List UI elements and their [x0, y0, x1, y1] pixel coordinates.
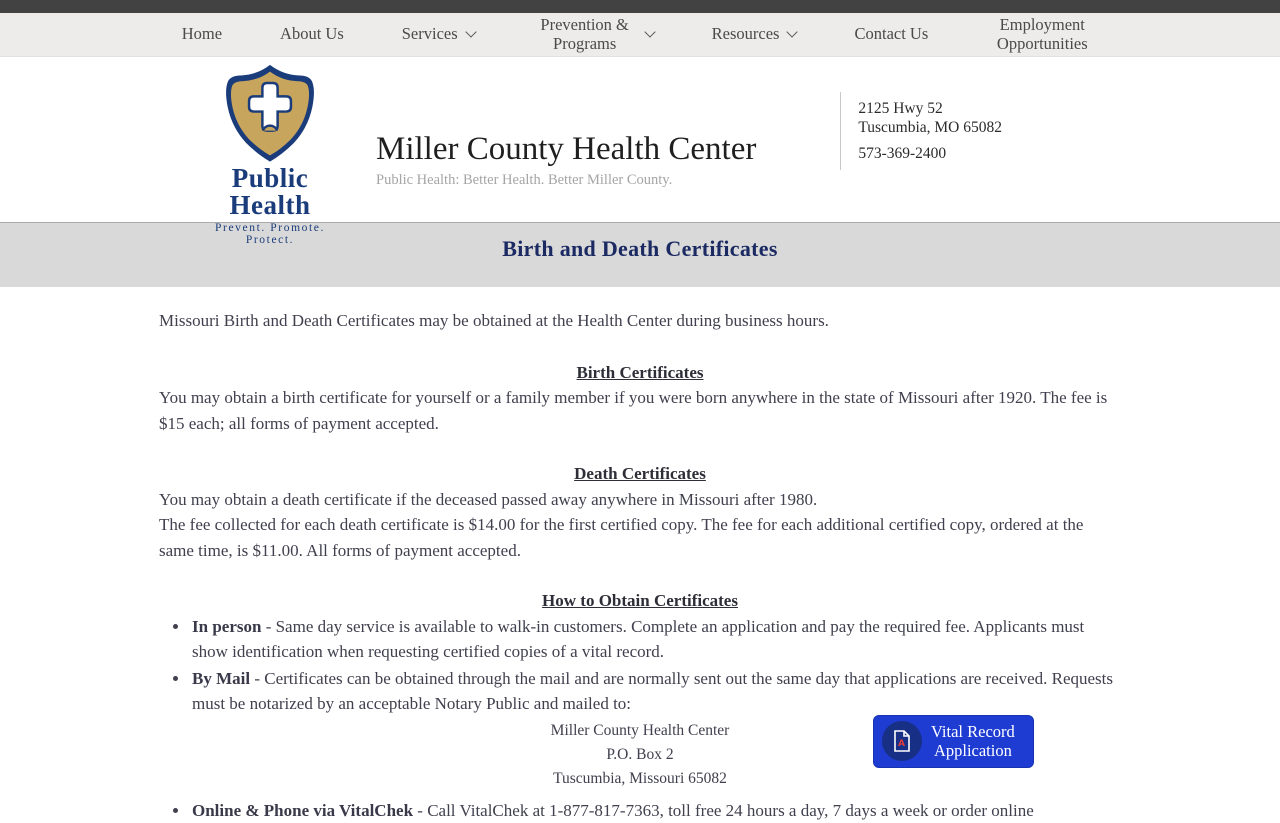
- nav-item-about-us[interactable]: [280, 25, 344, 43]
- nav-label: Prevention & Programs: [533, 16, 637, 52]
- header-contact-block: [840, 92, 1002, 170]
- top-accent-bar: [0, 0, 1280, 13]
- site-title-block: [376, 57, 756, 222]
- nav-label: Employment Opportunities: [986, 16, 1098, 52]
- how-to-obtain-heading: How to Obtain Certificates: [159, 588, 1121, 614]
- by-mail-text: - Certificates can be obtained through the mail and are normally sent out the same day that applications are received. Requests must be notarized by an acceptable Notary Public and mailed to:: [192, 669, 1113, 714]
- nav-item-resources[interactable]: [712, 25, 797, 43]
- vitalchek-text: - Call VitalChek at 1-877-817-7363, toll free 24 hours a day, 7 days a week or order online: [413, 801, 1034, 820]
- nav-item-employment-opportunities[interactable]: [986, 16, 1098, 52]
- chevron-down-icon: [465, 26, 476, 37]
- mailing-address-line: Tuscumbia, Missouri 65082: [159, 767, 1121, 791]
- phone-number: 573-369-2400: [858, 145, 1002, 164]
- list-item-online-phone: [190, 798, 1121, 823]
- list-item-by-mail: [190, 666, 1121, 717]
- vital-button-label: Vital Record Application: [931, 722, 1015, 760]
- death-line-1: You may obtain a death certificate if the deceased passed away anywhere in Missouri after 1980.: [159, 490, 817, 509]
- pdf-file-icon: [893, 730, 911, 752]
- nav-item-prevention-programs[interactable]: [533, 16, 654, 52]
- site-header: [0, 57, 1280, 222]
- nav-item-contact-us[interactable]: [854, 25, 928, 43]
- site-logo[interactable]: [192, 57, 348, 222]
- main-nav: [0, 13, 1280, 57]
- logo-wordmark: Public Health: [192, 165, 348, 219]
- vitalchek-lead: Online & Phone via VitalChek: [192, 801, 413, 820]
- page-title: Birth and Death Certificates: [0, 236, 1280, 262]
- nav-label: Resources: [712, 25, 780, 43]
- chevron-down-icon: [644, 26, 655, 37]
- intro-paragraph: Missouri Birth and Death Certificates may be obtained at the Health Center during business hours.: [159, 308, 1121, 334]
- main-content: [159, 287, 1121, 823]
- death-line-2: The fee collected for each death certificate is $14.00 for the first certified copy. The fee for each additional certified copy, ordered at the same time, is $11.00. All forms of payment accepted.: [159, 515, 1083, 560]
- nav-item-home[interactable]: [182, 25, 222, 43]
- mailing-address-line: P.O. Box 2: [159, 743, 1121, 767]
- nav-item-services[interactable]: [402, 25, 475, 43]
- death-certificates-paragraph: [159, 487, 1121, 564]
- public-health-shield-icon: [220, 63, 320, 163]
- site-title: Miller County Health Center: [376, 133, 756, 166]
- mailing-address-section: [159, 719, 1121, 791]
- nav-label: Services: [402, 25, 458, 43]
- svg-text:A: A: [898, 739, 905, 749]
- in-person-text: - Same day service is available to walk-in customers. Complete an application and pay the required fee. Applicants must show identification when requesting certified copies of a vital record.: [192, 617, 1084, 662]
- death-certificates-heading: Death Certificates: [159, 461, 1121, 487]
- obtain-methods-list-continued: [190, 798, 1121, 823]
- vital-record-application-button[interactable]: [873, 715, 1034, 768]
- by-mail-lead: By Mail: [192, 669, 250, 688]
- site-tagline: Public Health: Better Health. Better Miller County.: [376, 172, 756, 189]
- birth-certificates-paragraph: You may obtain a birth certificate for yourself or a family member if you were born anywhere in the state of Missouri after 1920. The fee is $15 each; all forms of payment accepted.: [159, 385, 1121, 436]
- birth-certificates-heading: Birth Certificates: [159, 360, 1121, 386]
- nav-label: Contact Us: [854, 25, 928, 43]
- nav-label: Home: [182, 25, 222, 43]
- address-line-1: 2125 Hwy 52: [858, 100, 1002, 119]
- obtain-methods-list: [190, 614, 1121, 717]
- list-item-in-person: [190, 614, 1121, 665]
- pdf-icon-circle: [882, 721, 922, 761]
- in-person-lead: In person: [192, 617, 261, 636]
- nav-label: About Us: [280, 25, 344, 43]
- mailing-address-line: Miller County Health Center: [159, 719, 1121, 743]
- chevron-down-icon: [787, 26, 798, 37]
- address-line-2: Tuscumbia, MO 65082: [858, 119, 1002, 138]
- logo-motto: Prevent. Promote. Protect.: [192, 222, 348, 246]
